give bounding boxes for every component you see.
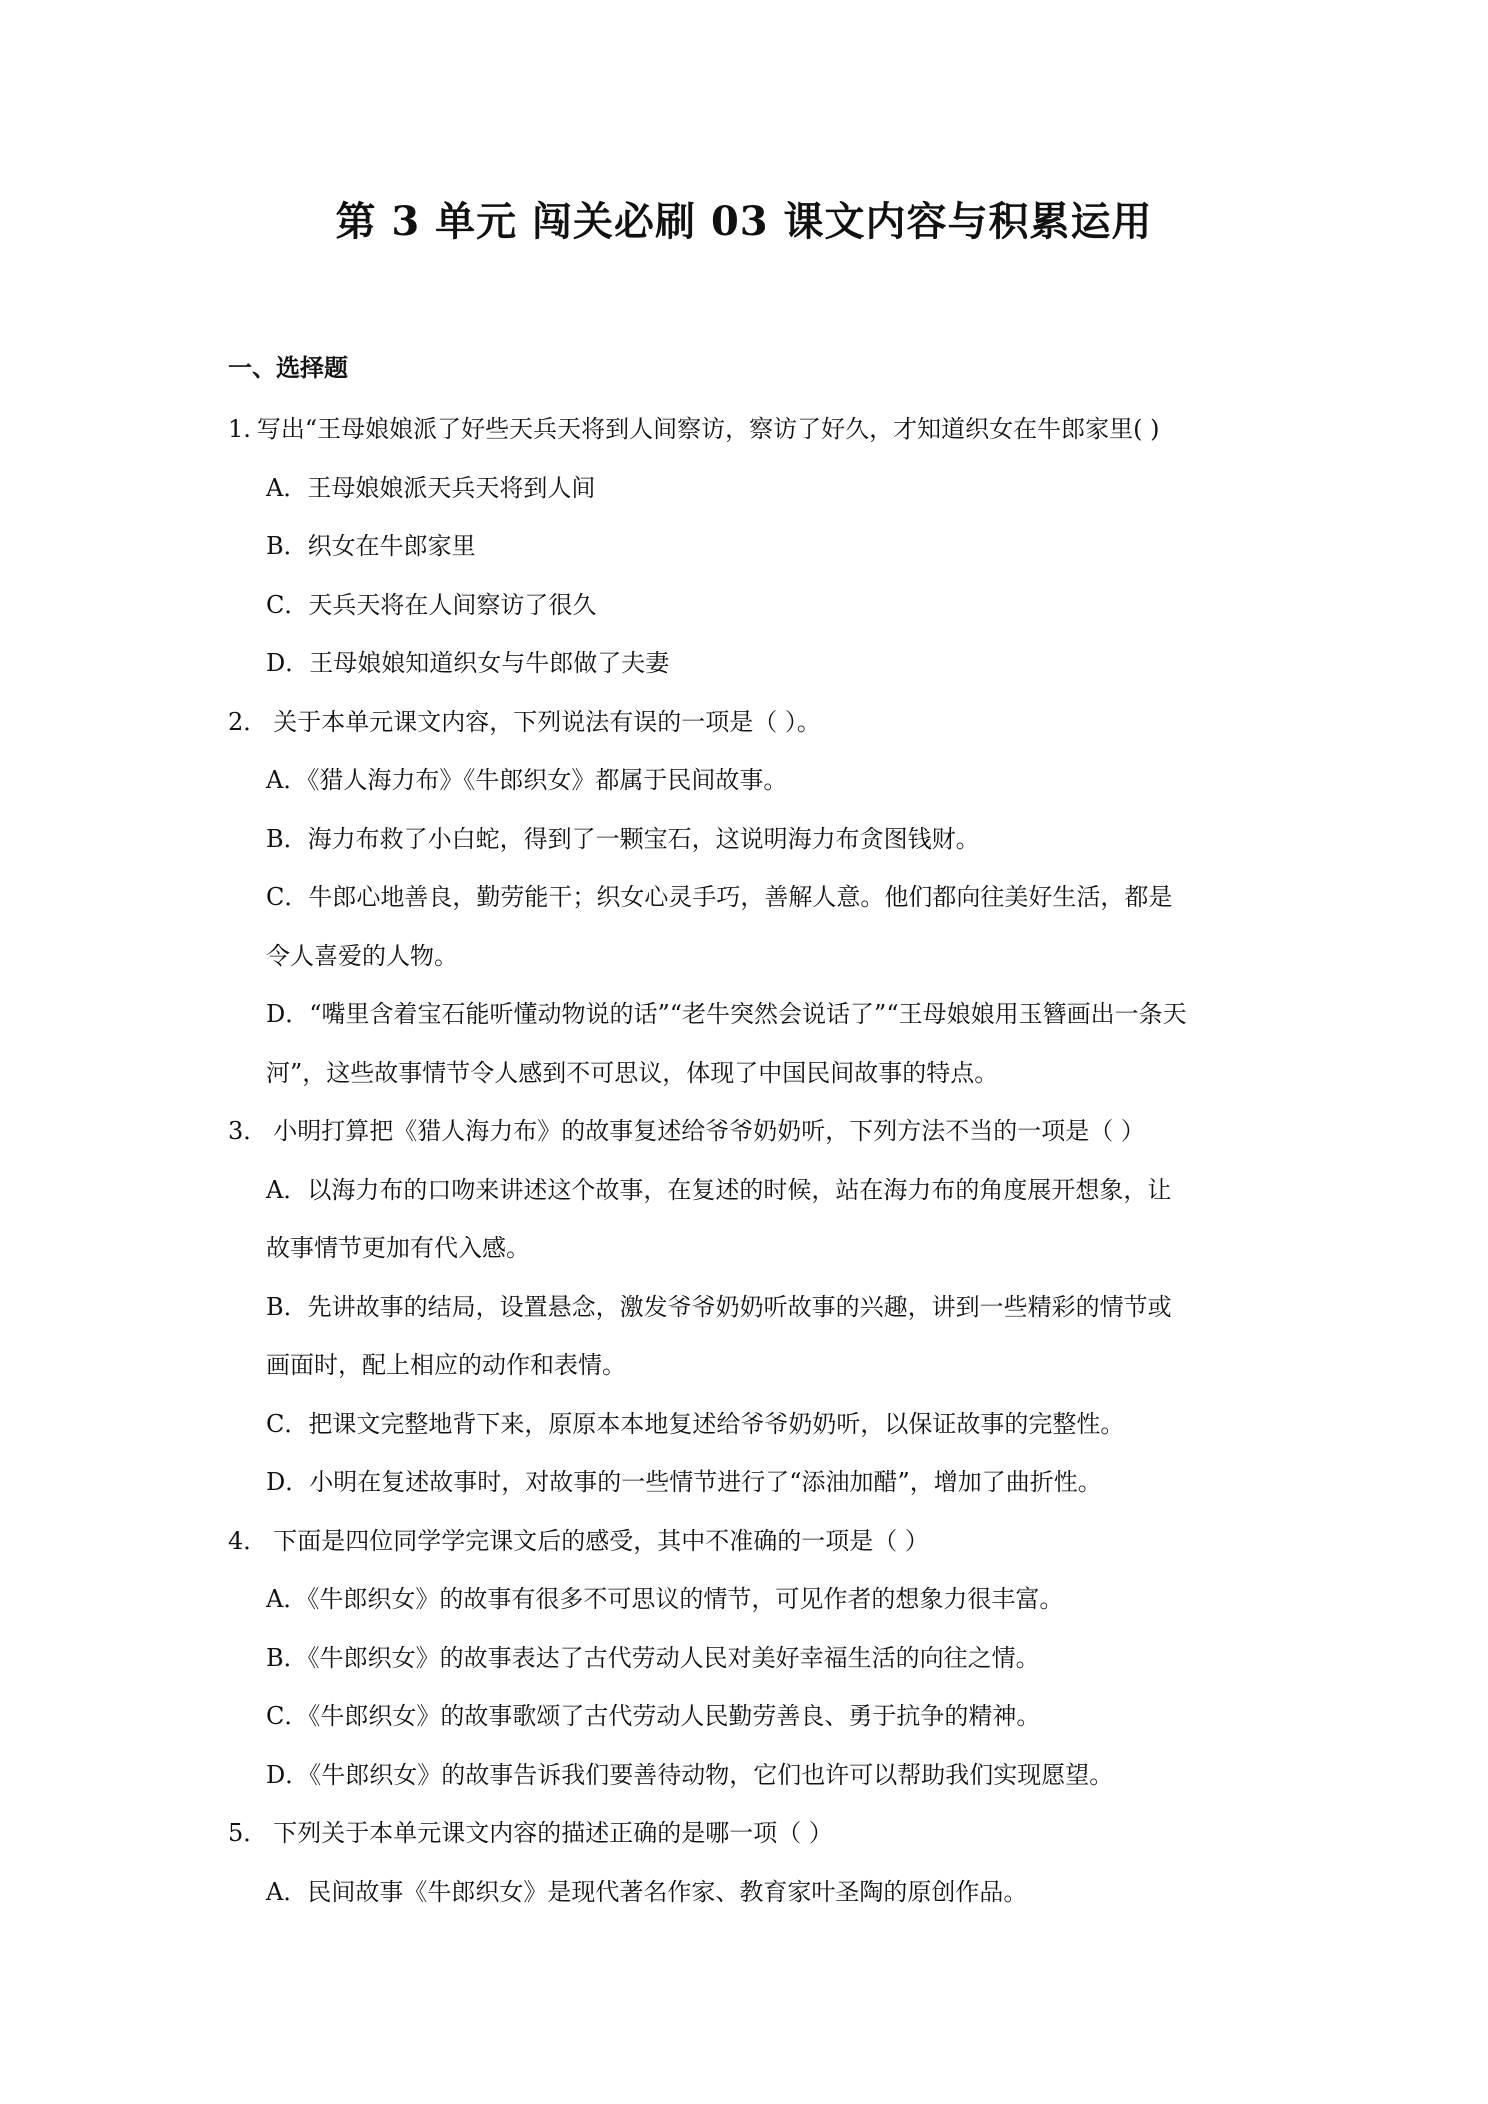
option-a: A．《牛郎织女》的故事有很多不可思议的情节，可见作者的想象力很丰富。 bbox=[266, 1585, 1064, 1613]
option-c: C．天兵天将在人间察访了很久 bbox=[266, 590, 597, 619]
option-a: A．王母娘娘派天兵天将到人间 bbox=[266, 473, 596, 502]
option-c: C．牛郎心地善良，勤劳能干；织女心灵手巧，善解人意。他们都向往美好生活，都是 bbox=[266, 883, 1173, 911]
option-b: B．先讲故事的结局，设置悬念，激发爷爷奶奶听故事的兴趣，讲到一些精彩的情节或 bbox=[266, 1292, 1172, 1321]
question-3-stem bbox=[228, 1102, 1268, 1161]
question-list bbox=[228, 400, 1268, 1921]
question-4-stem bbox=[228, 1512, 1268, 1571]
question-text: 关于本单元课文内容，下列说法有误的一项是（ ）。 bbox=[273, 707, 821, 736]
option-b: B．《牛郎织女》的故事表达了古代劳动人民对美好幸福生活的向往之情。 bbox=[266, 1643, 1040, 1672]
section-heading: 一、选择题 bbox=[228, 353, 348, 382]
option-c-continued: 令人喜爱的人物。 bbox=[266, 941, 458, 970]
option-b: B．织女在牛郎家里 bbox=[266, 532, 476, 560]
option-d: D．“嘴里含着宝石能听懂动物说的话”“老牛突然会说话了”“王母娘娘用玉簪画出一条天 bbox=[266, 1000, 1187, 1028]
option-a: A．以海力布的口吻来讲述这个故事，在复述的时候，站在海力布的角度展开想象，让 bbox=[266, 1175, 1172, 1204]
question-number: 2． bbox=[228, 707, 268, 736]
question-5-stem bbox=[228, 1804, 1268, 1863]
page-title: 第 3 单元 闯关必刷 03 课文内容与积累运用 bbox=[335, 198, 1153, 245]
option-d-continued: 河”，这些故事情节令人感到不可思议，体现了中国民间故事的特点。 bbox=[266, 1058, 999, 1087]
option-c: C．《牛郎织女》的故事歌颂了古代劳动人民勤劳善良、勇于抗争的精神。 bbox=[266, 1702, 1041, 1730]
option-b-continued: 画面时，配上相应的动作和表情。 bbox=[266, 1351, 626, 1379]
question-text: 下列关于本单元课文内容的描述正确的是哪一项（ ） bbox=[273, 1819, 833, 1847]
question-number: 1. bbox=[228, 415, 251, 443]
option-d: D．《牛郎织女》的故事告诉我们要善待动物，它们也许可以帮助我们实现愿望。 bbox=[266, 1760, 1114, 1789]
option-b: B．海力布救了小白蛇，得到了一颗宝石，这说明海力布贪图钱财。 bbox=[266, 824, 980, 853]
option-d: D．王母娘娘知道织女与牛郎做了夫妻 bbox=[266, 649, 670, 677]
question-number: 3． bbox=[228, 1117, 268, 1145]
option-c: C．把课文完整地背下来，原原本本地复述给爷爷奶奶听，以保证故事的完整性。 bbox=[266, 1409, 1125, 1438]
question-text: 写出“王母娘娘派了好些天兵天将到人间察访，察访了好久，才知道织女在牛郎家里( ) bbox=[256, 415, 1160, 443]
question-2-stem bbox=[228, 693, 1268, 752]
option-a-continued: 故事情节更加有代入感。 bbox=[266, 1234, 530, 1262]
question-number: 5． bbox=[228, 1819, 268, 1847]
option-a: A．民间故事《牛郎织女》是现代著名作家、教育家叶圣陶的原创作品。 bbox=[266, 1877, 1028, 1906]
question-text: 小明打算把《猎人海力布》的故事复述给爷爷奶奶听，下列方法不当的一项是（ ） bbox=[273, 1117, 1145, 1145]
question-1-stem bbox=[228, 400, 1268, 459]
question-number: 4． bbox=[228, 1526, 268, 1555]
option-a: A．《猎人海力布》《牛郎织女》都属于民间故事。 bbox=[266, 766, 788, 794]
question-text: 下面是四位同学学完课文后的感受，其中不准确的一项是（ ） bbox=[273, 1526, 929, 1555]
option-d: D．小明在复述故事时，对故事的一些情节进行了“添油加醋”，增加了曲折性。 bbox=[266, 1468, 1102, 1496]
